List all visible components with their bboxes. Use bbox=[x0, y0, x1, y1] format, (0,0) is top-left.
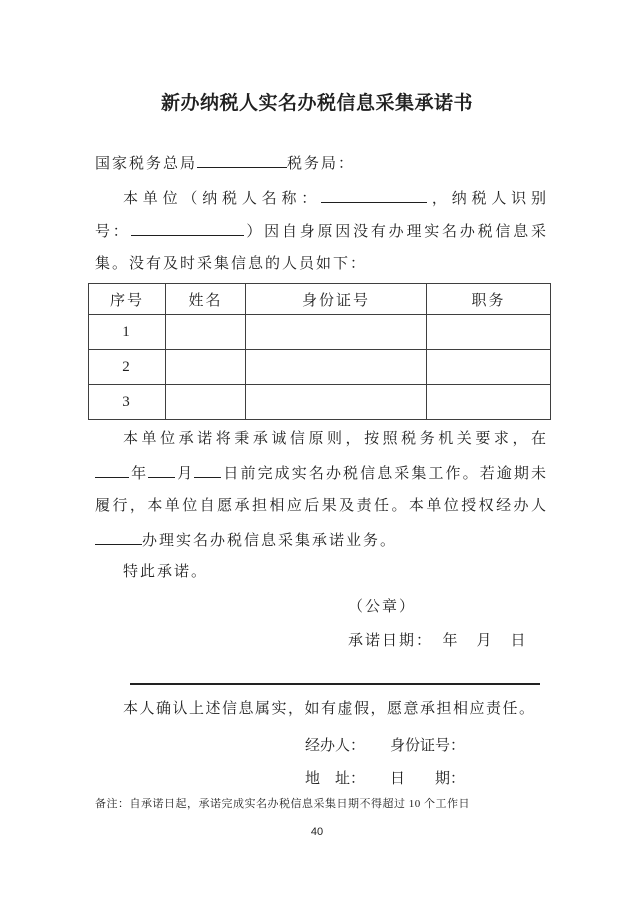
personnel-table bbox=[88, 283, 551, 420]
header-position: 职务 bbox=[427, 284, 551, 315]
intro-line1-post: ，纳税人识别 bbox=[427, 191, 546, 207]
name-cell bbox=[166, 350, 246, 385]
commitment-line-3: 履行，本单位自愿承担相应后果及责任。本单位授权经办人 bbox=[95, 498, 546, 514]
position-cell bbox=[427, 315, 551, 350]
commitment-line-1: 本单位承诺将秉承诚信原则，按照税务机关要求，在 bbox=[123, 431, 546, 447]
footnote-separator bbox=[130, 683, 540, 685]
header-name: 姓名 bbox=[166, 284, 246, 315]
seq-cell: 3 bbox=[89, 385, 166, 420]
position-cell bbox=[427, 350, 551, 385]
bureau-name-blank bbox=[197, 152, 287, 168]
name-cell bbox=[166, 315, 246, 350]
salutation-line bbox=[95, 152, 355, 174]
header-id-number: 身份证号 bbox=[246, 284, 427, 315]
intro-line2-post: ）因自身原因没有办理实名办税信息采 bbox=[243, 224, 546, 240]
id-number-cell bbox=[246, 385, 427, 420]
table-row bbox=[89, 385, 551, 420]
confirmation-line: 本人确认上述信息属实，如有虚假，愿意承担相应责任。 bbox=[123, 701, 536, 717]
taxpayer-id-blank bbox=[131, 220, 244, 236]
taxpayer-name-blank bbox=[321, 187, 427, 203]
intro-line-1 bbox=[95, 187, 546, 209]
commitment-line-4 bbox=[95, 529, 397, 551]
page-number: 40 bbox=[310, 826, 324, 838]
address-label: 地 址： bbox=[305, 771, 366, 787]
intro-line1-pre: 本单位（纳税人名称： bbox=[123, 191, 322, 207]
month-blank bbox=[148, 462, 175, 478]
id-number-label: 身份证号： bbox=[390, 738, 466, 754]
commitment-date-line: 承诺日期： 年 月 日 bbox=[348, 633, 528, 649]
table-row bbox=[89, 350, 551, 385]
date-label: 日 期： bbox=[390, 771, 466, 787]
remark-note: 备注：自承诺日起，承诺完成实名办税信息采集日期不得超过 10 个工作日 bbox=[95, 798, 470, 810]
name-cell bbox=[166, 385, 246, 420]
year-blank bbox=[95, 462, 129, 478]
seq-cell: 1 bbox=[89, 315, 166, 350]
day-blank bbox=[194, 462, 221, 478]
agent-name-blank bbox=[95, 529, 142, 545]
table-header-row bbox=[89, 284, 551, 315]
year-label: 年 bbox=[129, 466, 149, 482]
seq-cell: 2 bbox=[89, 350, 166, 385]
seal-note: （公章） bbox=[348, 599, 417, 615]
agent-label: 经办人： bbox=[305, 738, 366, 754]
commitment-line2-post: 日前完成实名办税信息采集工作。若逾期未 bbox=[221, 466, 546, 482]
intro-line-2 bbox=[95, 220, 546, 242]
header-seq: 序号 bbox=[89, 284, 166, 315]
table-row bbox=[89, 315, 551, 350]
intro-line2-pre: 号： bbox=[95, 224, 131, 240]
closing-line: 特此承诺。 bbox=[123, 564, 209, 580]
id-number-cell bbox=[246, 350, 427, 385]
month-label: 月 bbox=[175, 466, 195, 482]
salutation-suffix: 税务局： bbox=[287, 156, 356, 172]
salutation-prefix: 国家税务总局 bbox=[95, 156, 198, 172]
position-cell bbox=[427, 385, 551, 420]
id-number-cell bbox=[246, 315, 427, 350]
commitment-line4-text: 办理实名办税信息采集承诺业务。 bbox=[142, 533, 398, 549]
commitment-line-2 bbox=[95, 462, 546, 484]
document-title: 新办纳税人实名办税信息采集承诺书 bbox=[160, 93, 473, 114]
intro-line-3: 集。没有及时采集信息的人员如下： bbox=[95, 256, 368, 272]
